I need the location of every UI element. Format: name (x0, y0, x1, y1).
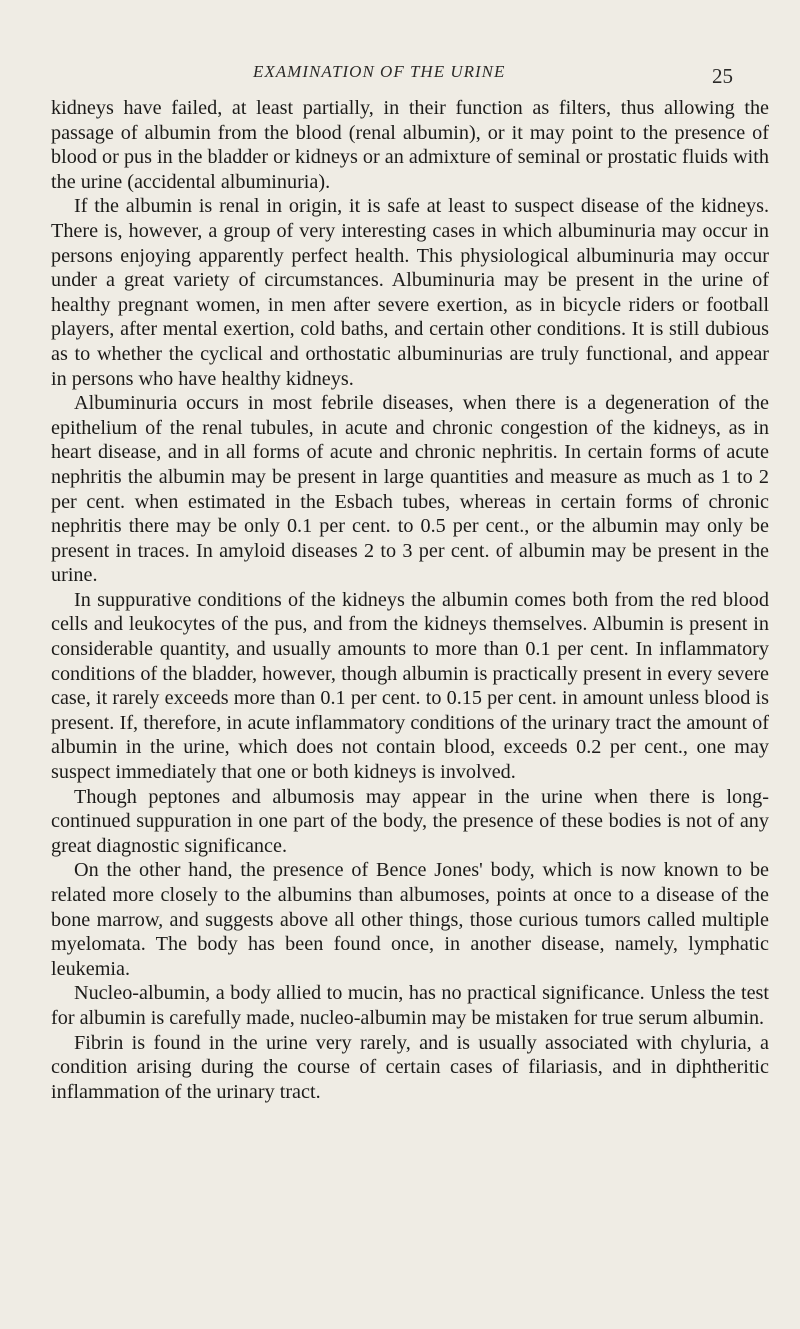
paragraph: Though peptones and albumosis may appear in the urine when there is long-continued suppuration in one part of the body, the presence of these bodies is not of any great diagnostic significance. (51, 785, 769, 857)
body-text (51, 96, 769, 1104)
page-number: 25 (712, 64, 733, 88)
paragraph: kidneys have failed, at least partially, in their function as filters, thus allowing the passage of albumin from the blood (renal albumin), or it may point to the presence of blood or pus in the bladder or kidneys or an admixture of seminal or prostatic fluids with the urine (accidental albuminuria). (51, 97, 769, 193)
paragraph: Fibrin is found in the urine very rarely, and is usually associated with chyluria, a condition arising during the course of certain cases of filariasis, and in diphtheritic inflammation of the urinary tract. (51, 1031, 769, 1103)
paragraph: Albuminuria occurs in most febrile diseases, when there is a degeneration of the epithelium of the renal tubules, in acute and chronic congestion of the kidneys, as in heart disease, and in all forms of acute and chronic nephritis. In certain forms of acute nephritis the albumin may be present in large quantities and measure as much as 1 to 2 per cent. when estimated in the Esbach tubes, whereas in certain forms of chronic nephritis there may be only 0.1 per cent. to 0.5 per cent., or the albumin may only be present in traces. In amyloid diseases 2 to 3 per cent. of albumin may be present in the urine. (51, 392, 769, 587)
running-head: EXAMINATION OF THE URINE (253, 62, 506, 81)
paragraph: If the albumin is renal in origin, it is safe at least to suspect disease of the kidneys. There is, however, a group of very interesting cases in which albuminuria may occur in persons enjoying apparently perfect health. This physiological albuminuria may occur under a great variety of circumstances. Albuminuria may be present in the urine of healthy pregnant women, in men after severe exertion, as in bicycle riders or football players, after mental exertion, cold baths, and certain other conditions. It is still dubious as to whether the cyclical and orthostatic albuminurias are truly functional, and appear in persons who have healthy kidneys. (51, 195, 769, 390)
paragraph: Nucleo-albumin, a body allied to mucin, has no practical significance. Unless the test for albumin is carefully made, nucleo-albumin may be mistaken for true serum albumin. (51, 982, 769, 1029)
paragraph: On the other hand, the presence of Bence Jones' body, which is now known to be related more closely to the albumins than albumoses, points at once to a disease of the bone marrow, and suggests above all other things, those curious tumors called multiple myelomata. The body has been found once, in another disease, namely, lymphatic leukemia. (51, 859, 769, 980)
paragraph: In suppurative conditions of the kidneys the albumin comes both from the red blood cells and leukocytes of the pus, and from the kidneys themselves. Albumin is present in considerable quantity, and usually amounts to more than 0.1 per cent. In inflammatory conditions of the bladder, however, though albumin is practically present in every severe case, it rarely exceeds more than 0.1 per cent. to 0.15 per cent. in amount unless blood is present. If, therefore, in acute inflammatory conditions of the urinary tract the amount of albumin in the urine, which does not contain blood, exceeds 0.2 per cent., one may suspect immediately that one or both kidneys is involved. (51, 588, 769, 784)
